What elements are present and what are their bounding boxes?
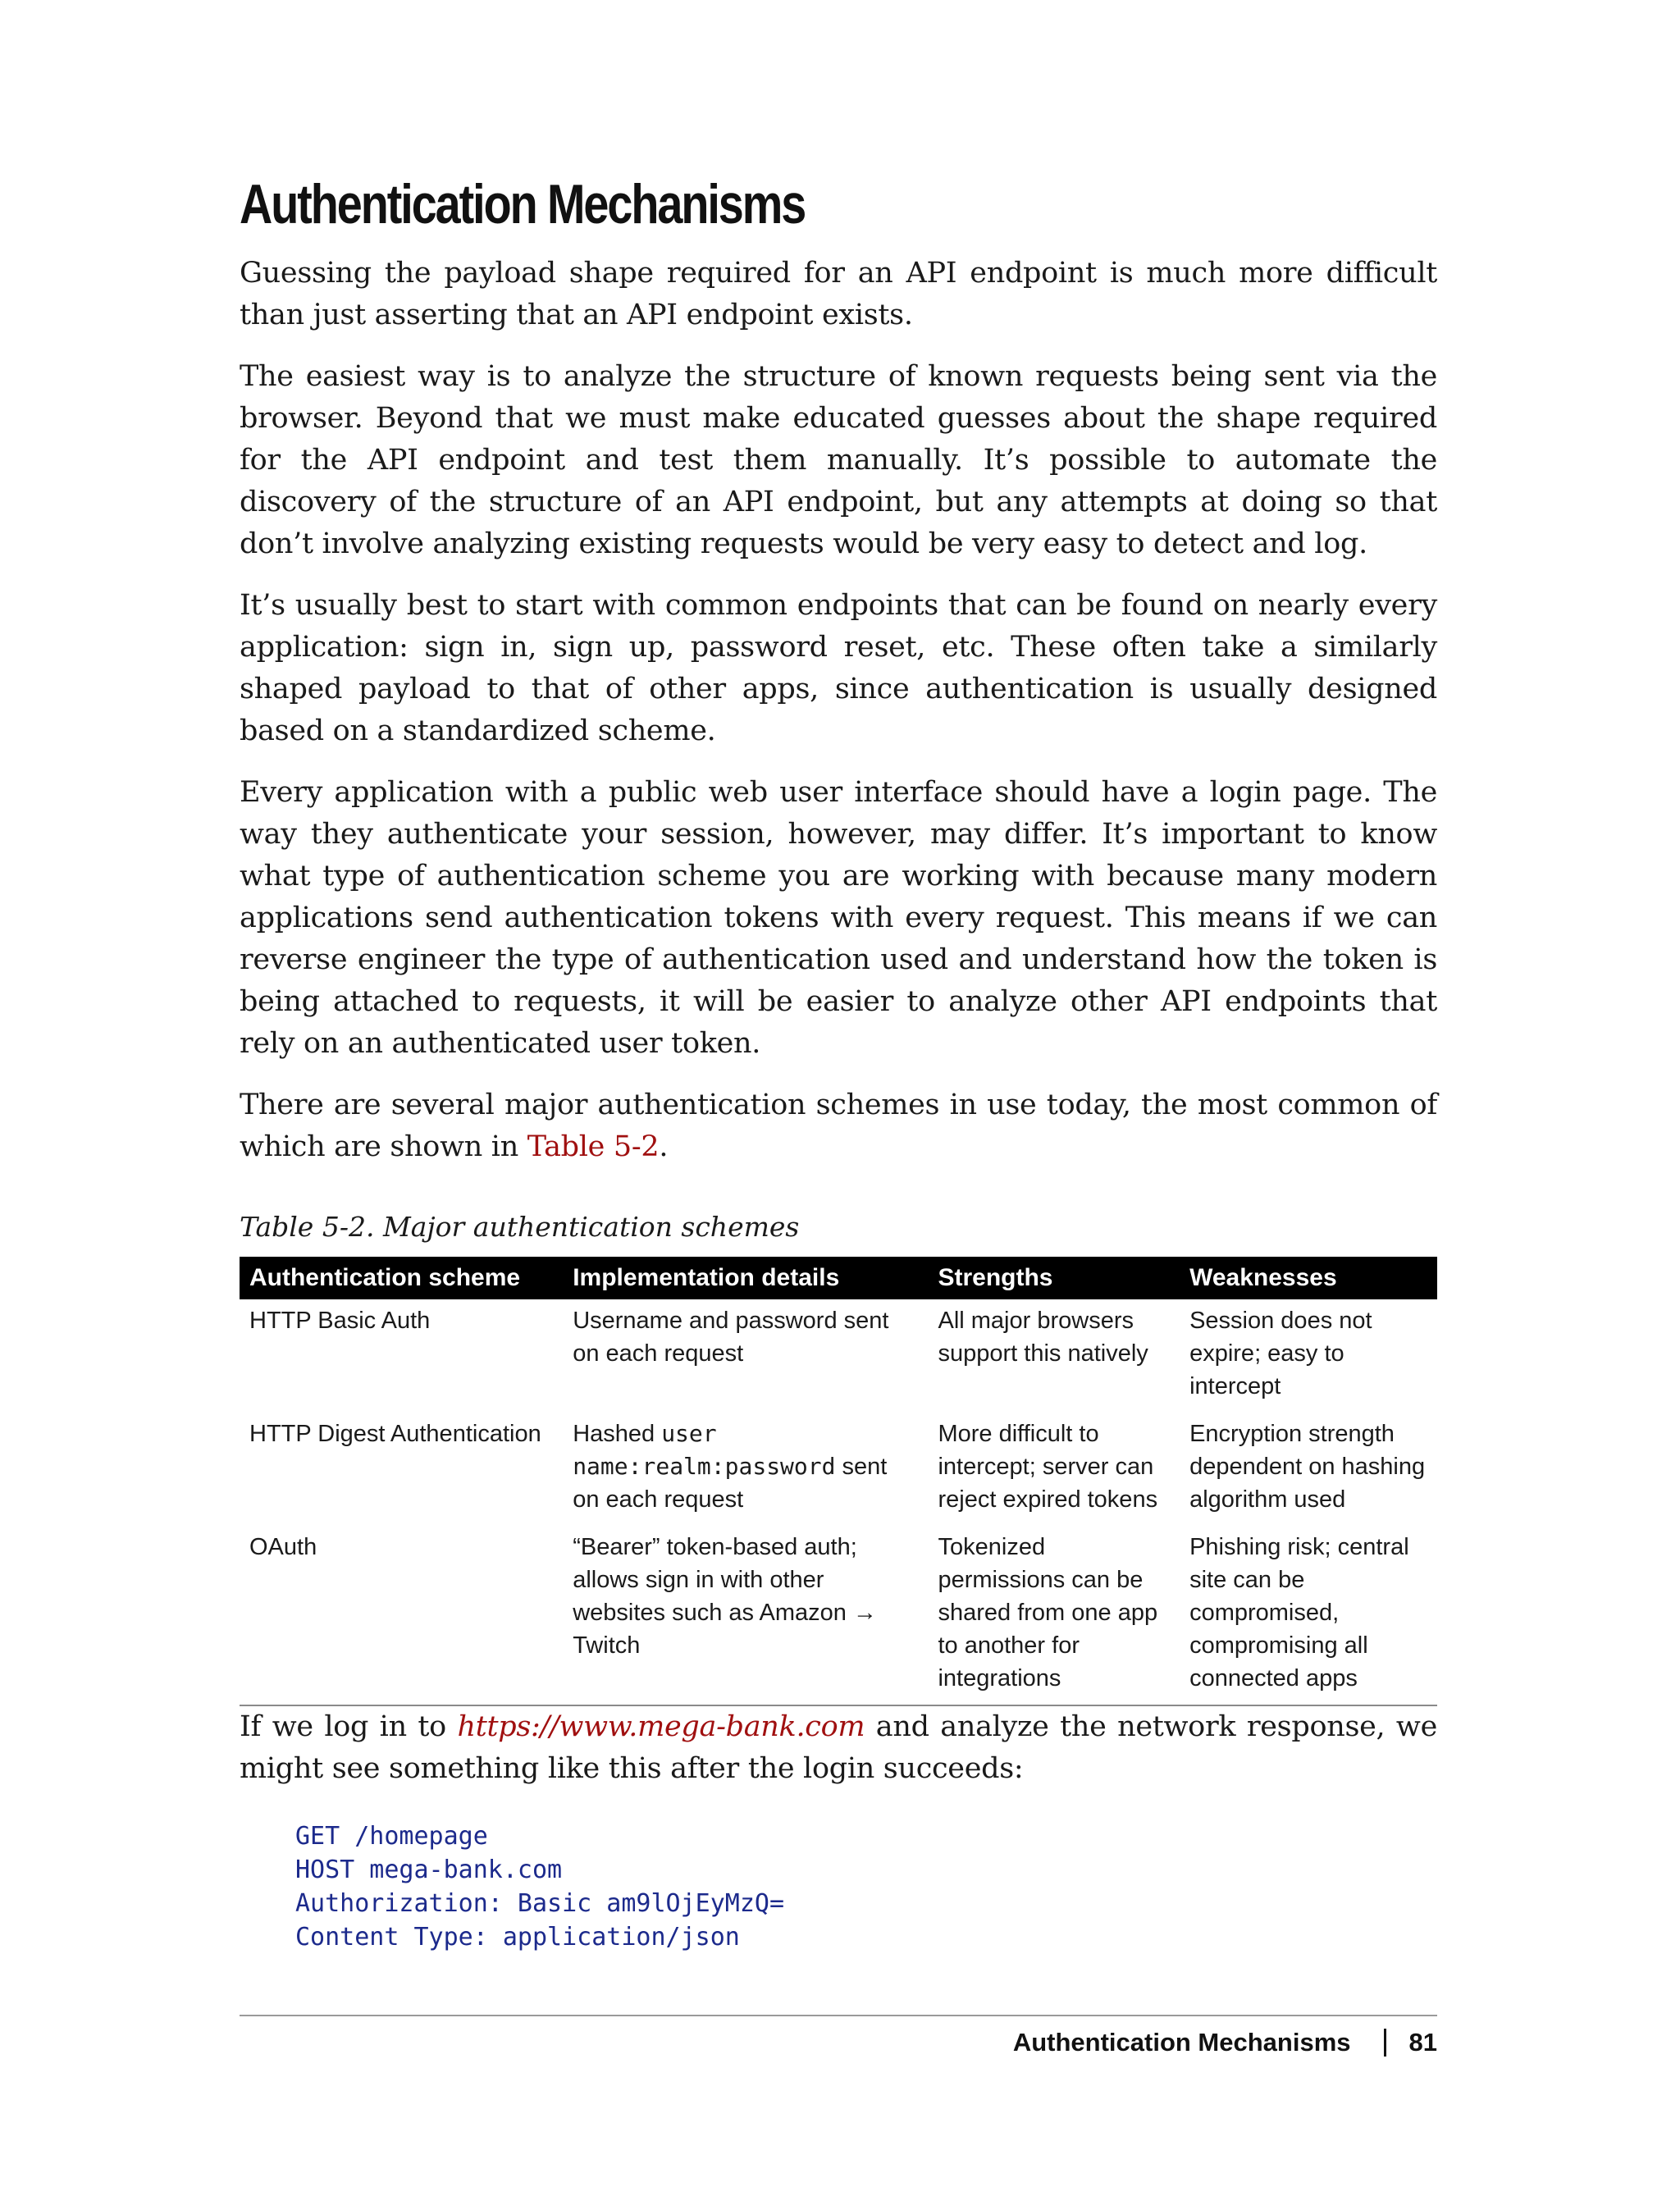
table-row (240, 1526, 1437, 1705)
header-strengths: Strengths (928, 1257, 1180, 1299)
mega-bank-link[interactable]: https://www.mega-bank.com (457, 1710, 865, 1743)
paragraph-6 (240, 1706, 1437, 1790)
paragraph-4: Every application with a public web user interface should have a login page. The way they authenticate your session, however, may differ. It’s important to know what type of authentication scheme you are working with because many modern applications send authentication tokens with every request. This means if we can reverse engineer the type of authentication used and understand how the token is being attached to requests, it will be easier to analyze other API endpoints that rely on an authenticated user token. (240, 776, 1437, 1060)
cell-details: “Bearer” token-based auth; allows sign in with other websites such as Amazon → Twitch (573, 1534, 877, 1659)
footer-divider (240, 2015, 1437, 2016)
page-number: 81 (1408, 2028, 1437, 2057)
inline-code: user name:realm:password (573, 1420, 836, 1480)
page-footer (1013, 2028, 1437, 2057)
auth-schemes-table (240, 1257, 1437, 1706)
paragraph-6-text: If we log in to (240, 1710, 458, 1743)
cell-details: Username and password sent on each request (573, 1308, 889, 1367)
footer-separator (1384, 2029, 1386, 2057)
table-row (240, 1413, 1437, 1526)
cell-strengths: More difficult to intercept; server can reject expired tokens (938, 1421, 1158, 1513)
section-heading: Authentication Mechanisms (240, 173, 806, 235)
cell-scheme: HTTP Basic Auth (249, 1308, 431, 1334)
cell-details (563, 1413, 928, 1526)
cell-strengths: All major browsers support this natively (938, 1308, 1148, 1367)
paragraph-5-text: There are several major authentication schemes in use today, the most common of which are shown in (240, 1089, 1437, 1163)
cell-strengths: Tokenized permissions can be shared from one app to another for integrations (938, 1534, 1158, 1691)
table-crossref-link[interactable]: Table 5-2 (527, 1130, 660, 1163)
table-row (240, 1299, 1437, 1413)
cell-details-suffix: sent on each request (573, 1454, 888, 1513)
code-block: GET /homepage HOST mega-bank.com Authorization: Basic am9lOjEyMzQ= Content Type: application/json (295, 1822, 785, 1952)
cell-weaknesses: Session does not expire; easy to intercept (1189, 1308, 1372, 1399)
footer-section-title: Authentication Mechanisms (1012, 2028, 1351, 2057)
paragraph-6-end: and analyze the network response, we might see something like this after the login succeeds: (240, 1710, 1437, 1785)
paragraph-5-end: . (659, 1130, 669, 1163)
paragraph-2: The easiest way is to analyze the structure of known requests being sent via the browser. Beyond that we must make educated guesses about the shape required for the API endpoint and test them manually. It’s possible to automate the discovery of the structure of an API endpoint, but any attempts at doing so that don’t involve analyzing existing requests would be very easy to detect and log. (240, 360, 1437, 560)
cell-scheme: HTTP Digest Authentication (249, 1421, 541, 1447)
page-content (240, 172, 1437, 1954)
header-implementation: Implementation details (563, 1257, 928, 1299)
cell-scheme: OAuth (249, 1534, 317, 1560)
paragraph-3: It’s usually best to start with common endpoints that can be found on nearly every application: sign in, sign up, password reset, etc. These often take a similarly shaped payload to that of other apps, since authentication is usually designed based on a standardized scheme. (240, 589, 1437, 747)
paragraph-1: Guessing the payload shape required for an API endpoint is much more difficult than just asserting that an API endpoint exists. (240, 257, 1437, 331)
cell-weaknesses: Phishing risk; central site can be compromised, compromising all connected apps (1189, 1534, 1409, 1691)
table-caption: Table 5-2. Major authentication schemes (240, 1211, 800, 1243)
paragraph-5 (240, 1084, 1437, 1168)
cell-weaknesses: Encryption strength dependent on hashing algorithm used (1189, 1421, 1426, 1513)
table-header-row (240, 1257, 1437, 1299)
header-weaknesses: Weaknesses (1180, 1257, 1437, 1299)
cell-details-prefix: Hashed (573, 1421, 662, 1447)
header-auth-scheme: Authentication scheme (240, 1257, 563, 1299)
